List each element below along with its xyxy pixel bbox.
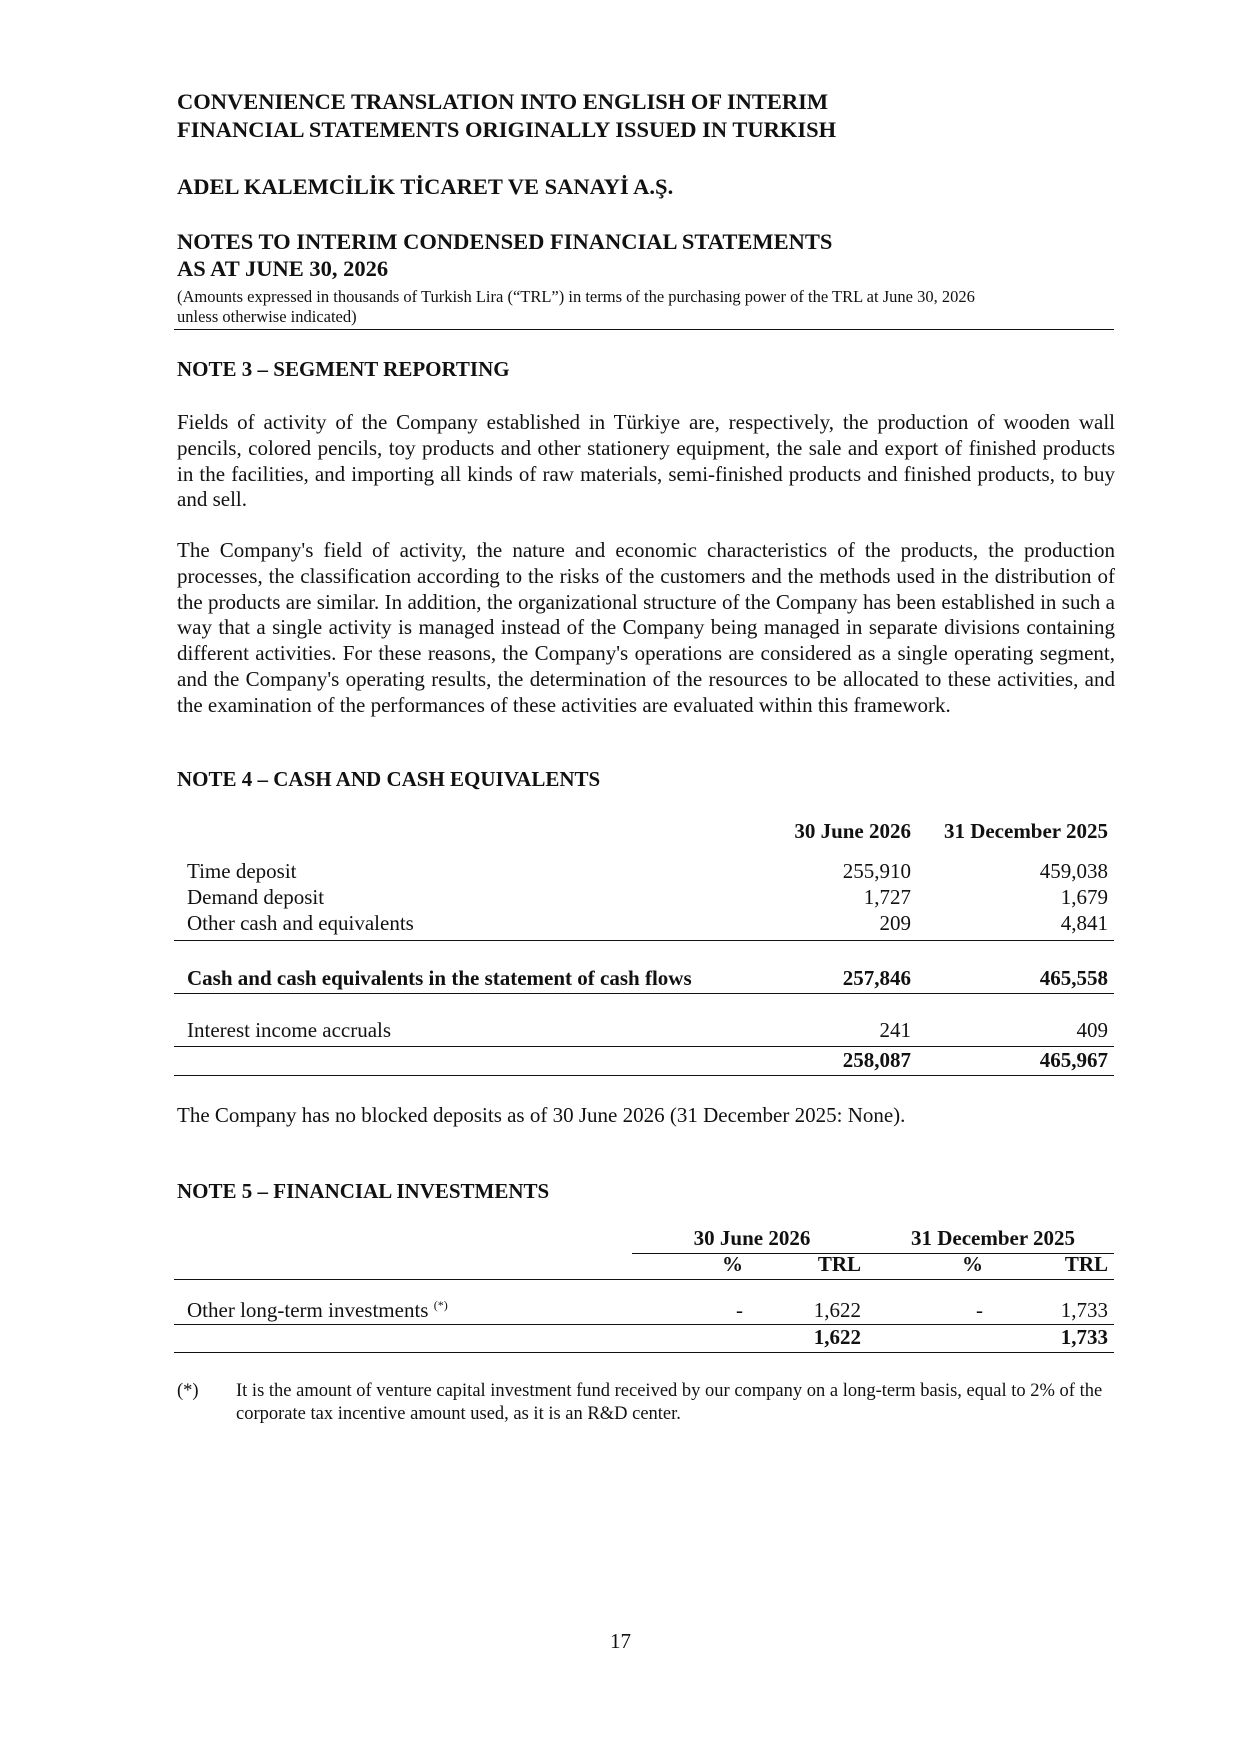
note5-total-2025: 1,733 bbox=[1060, 1325, 1108, 1349]
note5-pct-header-2026: % bbox=[722, 1252, 743, 1276]
note5-row-pct-2025: - bbox=[976, 1298, 983, 1322]
note4-row-label: Time deposit bbox=[187, 859, 297, 883]
note4-row-value-2025: 1,679 bbox=[1060, 885, 1108, 909]
note5-row-trl-2026: 1,622 bbox=[813, 1298, 861, 1322]
notes-title-1: NOTES TO INTERIM CONDENSED FINANCIAL STATEMENTS bbox=[177, 229, 833, 254]
note4-title: NOTE 4 – CASH AND CASH EQUIVALENTS bbox=[177, 767, 601, 791]
note4-row-value-2026: 1,727 bbox=[863, 885, 911, 909]
note5-trl-header-2025: TRL bbox=[1064, 1252, 1108, 1276]
note4-accruals-label: Interest income accruals bbox=[187, 1018, 392, 1042]
note4-row-value-2025: 459,038 bbox=[1039, 859, 1108, 883]
note5-row-trl-2025: 1,733 bbox=[1060, 1298, 1108, 1322]
note4-accruals-2025: 409 bbox=[1076, 1018, 1108, 1042]
note4-rule-3 bbox=[174, 1046, 1114, 1047]
note5-row-pct-2026: - bbox=[736, 1298, 743, 1322]
note5-row-label bbox=[187, 1298, 448, 1323]
note5-trl-header-2026: TRL bbox=[817, 1252, 861, 1276]
note5-footnote-marker: (*) bbox=[433, 1298, 448, 1312]
note4-subtotal-2025: 465,558 bbox=[1039, 966, 1108, 990]
amounts-note-2: unless otherwise indicated) bbox=[177, 307, 357, 326]
note4-col-header-2026: 30 June 2026 bbox=[794, 819, 911, 843]
note5-total-2026: 1,622 bbox=[813, 1325, 861, 1349]
note4-total-2025: 465,967 bbox=[1039, 1048, 1108, 1072]
note3-paragraph-2: The Company's field of activity, the nature and economic characteristics of the products, the production processes, the classification according to the risks of the customers and the methods used in the distribution of the products are similar. In addition, the organizational structure of the Company has been established in such a way that a single activity is managed instead of the Company being managed in separate divisions containing different activities. For these reasons, the Company's operations are considered as a single operating segment, and the Company's operating results, the determination of the resources to be allocated to these activities, and the examination of the performances of these activities are evaluated within this framework. bbox=[177, 538, 1115, 717]
note5-footnote-marker-label: (*) bbox=[177, 1381, 199, 1401]
page-number: 17 bbox=[610, 1629, 631, 1653]
note4-subtotal-2026: 257,846 bbox=[842, 966, 911, 990]
note4-subtotal-label: Cash and cash equivalents in the statement of cash flows bbox=[187, 966, 692, 990]
note4-row-value-2026: 209 bbox=[879, 911, 911, 935]
company-name: ADEL KALEMCİLİK TİCARET VE SANAYİ A.Ş. bbox=[177, 174, 674, 199]
note4-total-rule bbox=[174, 1075, 1114, 1076]
note4-accruals-2026: 241 bbox=[879, 1018, 911, 1042]
note3-paragraph-1: Fields of activity of the Company established in Türkiye are, respectively, the production of wooden wall pencils, colored pencils, toy products and other stationery equipment, the sale and export of finished products in the facilities, and importing all kinds of raw materials, semi-finished products and finished products, to buy and sell. bbox=[177, 410, 1115, 512]
header-line-1: CONVENIENCE TRANSLATION INTO ENGLISH OF INTERIM bbox=[177, 89, 829, 114]
note4-row-label: Other cash and equivalents bbox=[187, 911, 414, 935]
note5-period-rule bbox=[632, 1253, 1114, 1254]
note5-row-label-text: Other long-term investments bbox=[187, 1298, 429, 1322]
amounts-note-1: (Amounts expressed in thousands of Turkish Lira (“TRL”) in terms of the purchasing power of the TRL at June 30, 2026 bbox=[177, 287, 975, 306]
note4-rule-1 bbox=[174, 940, 1114, 941]
note5-period-2025: 31 December 2025 bbox=[910, 1226, 1076, 1250]
note4-row-value-2025: 4,841 bbox=[1060, 911, 1108, 935]
note4-row-label: Demand deposit bbox=[187, 885, 325, 909]
note5-total-rule bbox=[174, 1352, 1114, 1353]
note3-title: NOTE 3 – SEGMENT REPORTING bbox=[177, 357, 510, 381]
header-line-2: FINANCIAL STATEMENTS ORIGINALLY ISSUED IN TURKISH bbox=[177, 117, 837, 142]
note4-col-header-2025: 31 December 2025 bbox=[943, 819, 1108, 843]
note4-rule-2 bbox=[174, 993, 1114, 994]
note5-pct-header-2025: % bbox=[962, 1252, 983, 1276]
note5-title: NOTE 5 – FINANCIAL INVESTMENTS bbox=[177, 1179, 550, 1203]
notes-title-2: AS AT JUNE 30, 2026 bbox=[177, 256, 389, 281]
note5-header-rule bbox=[174, 1279, 1114, 1280]
note4-total-2026: 258,087 bbox=[842, 1048, 911, 1072]
note4-footer-text: The Company has no blocked deposits as of 30 June 2026 (31 December 2025: None). bbox=[177, 1103, 906, 1127]
note4-row-value-2026: 255,910 bbox=[842, 859, 911, 883]
header-divider bbox=[174, 329, 1114, 330]
note5-row-rule bbox=[174, 1324, 1114, 1325]
note5-footnote-text: It is the amount of venture capital investment fund received by our company on a long-term basis, equal to 2% of the corporate tax incentive amount used, as it is an R&D center. bbox=[236, 1381, 1103, 1424]
note5-period-2026: 30 June 2026 bbox=[693, 1226, 811, 1250]
